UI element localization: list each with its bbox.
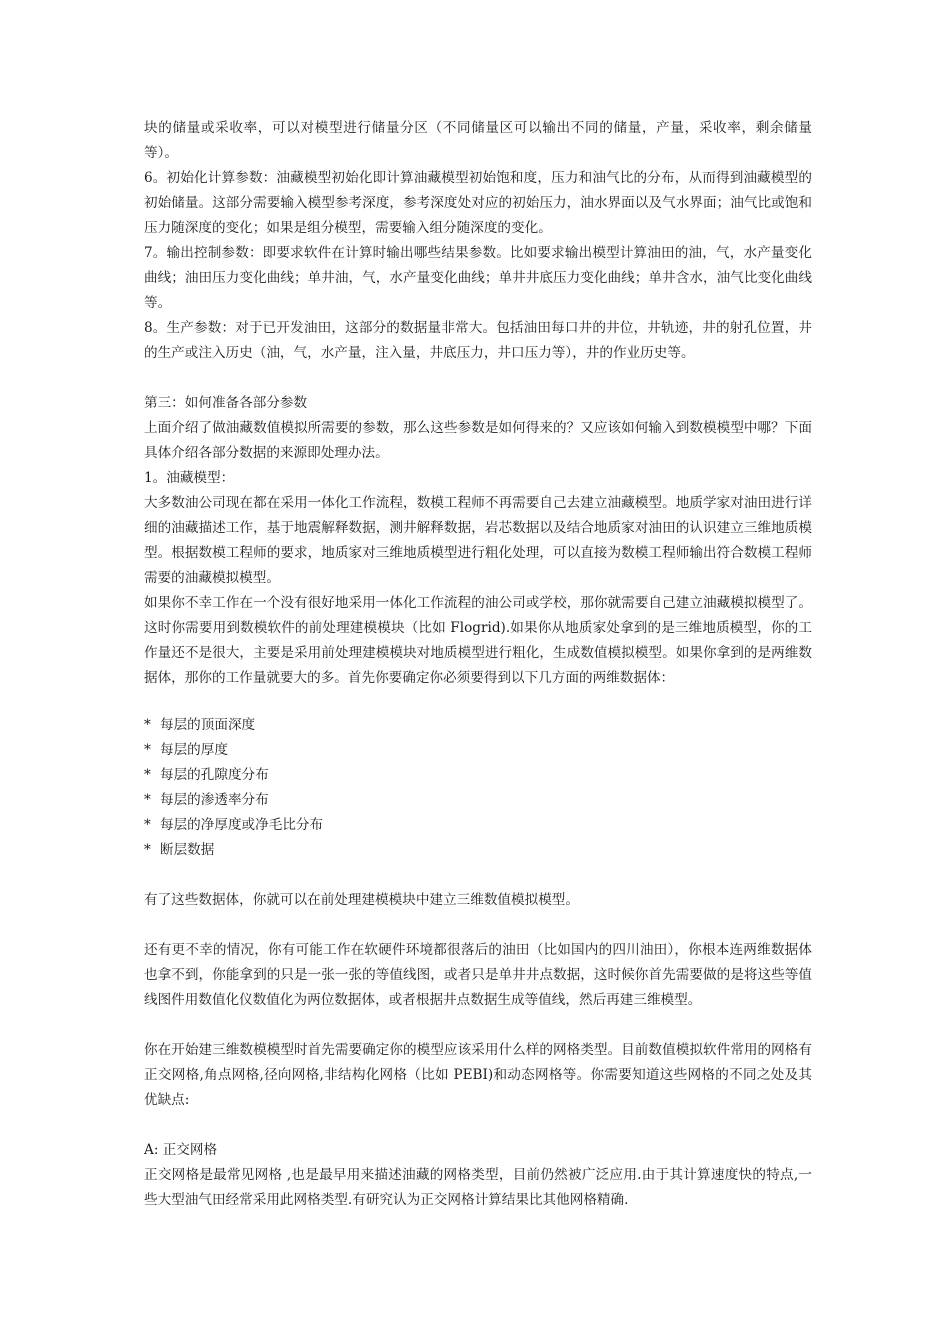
paragraph-6-initialization: 6。初始化计算参数：油藏模型初始化即计算油藏模型初始饱和度，压力和油气比的分布，从而得到油藏模型的初始储量。这部分需要输入模型参考深度，参考深度处对应的初始压力，油水界面以及气水界面；油气比或饱和压力随深度的变化；如果是组分模型，需要输入组分随深度的变化。 [144, 170, 812, 236]
bullet-list [144, 713, 812, 863]
list-item [144, 788, 812, 813]
section-3-title: 第三：如何准备各部分参数 [144, 395, 308, 411]
grid-a-paragraph: 正交网格是最常见网格 ,也是最早用来描述油藏的网格类型，目前仍然被广泛应用.由于其计算速度快的特点,一些大型油气田经常采用此网格类型.有研究认为正交网格计算结果比其他网格精确. [144, 1167, 812, 1208]
item-1-paragraph-2: 如果你不幸工作在一个没有很好地采用一体化工作流程的油公司或学校，那你就需要自己建立油藏模拟模型了。这时你需要用到数模软件的前处理建模模块（比如 Flogrid).如果你从地质家处拿到的是三维地质模型，你的工作量还不是很大，主要是采用前处理建模模块对地质模型进行粗化，生成数值模拟模型。如果你拿到的是两维数据体，那你的工作量就要大的多。首先你要确定你必须要得到以下几方面的两维数据体： [144, 595, 812, 686]
bullet-marker: * [144, 842, 151, 858]
list-item-text: 每层的渗透率分布 [160, 792, 269, 808]
item-1-title: 1。油藏模型： [144, 470, 235, 486]
bullet-marker: * [144, 717, 151, 733]
list-item-text: 每层的厚度 [160, 742, 228, 758]
bullet-marker: * [144, 742, 151, 758]
grid-a-title: A: 正交网格 [144, 1142, 218, 1158]
list-item [144, 763, 812, 788]
paragraph-intro-end: 块的储量或采收率，可以对模型进行储量分区（不同储量区可以输出不同的储量，产量，采收率，剩余储量等）。 [144, 120, 812, 161]
list-item [144, 713, 812, 738]
item-1-paragraph-1: 大多数油公司现在都在采用一体化工作流程，数模工程师不再需要自己去建立油藏模型。地质学家对油田进行详细的油藏描述工作，基于地震解释数据，测井解释数据，岩芯数据以及结合地质家对油田的认识建立三维地质模型。根据数模工程师的要求，地质家对三维地质模型进行粗化处理，可以直接为数模工程师输出符合数模工程师需要的油藏模拟模型。 [144, 495, 812, 586]
paragraph-after-bullets: 有了这些数据体，你就可以在前处理建模模块中建立三维数值模拟模型。 [144, 892, 579, 908]
list-item [144, 813, 812, 838]
section-3-intro: 上面介绍了做油藏数值模拟所需要的参数，那么这些参数是如何得来的？又应该如何输入到数模模型中哪？下面具体介绍各部分数据的来源即处理办法。 [144, 420, 812, 461]
list-item-text: 断层数据 [160, 842, 215, 858]
paragraph-8-production: 8。生产参数：对于已开发油田，这部分的数据量非常大。包括油田每口井的井位，井轨迹，井的射孔位置，井的生产或注入历史（油，气，水产量，注入量，井底压力，井口压力等），井的作业历史等。 [144, 320, 812, 361]
paragraph-7-output-control: 7。输出控制参数：即要求软件在计算时输出哪些结果参数。比如要求输出模型计算油田的油，气，水产量变化曲线；油田压力变化曲线；单井油，气，水产量变化曲线；单井井底压力变化曲线；单井含水，油气比变化曲线等。 [144, 245, 812, 311]
list-item [144, 738, 812, 763]
list-item-text: 每层的净厚度或净毛比分布 [160, 817, 324, 833]
bullet-marker: * [144, 792, 151, 808]
list-item [144, 838, 812, 863]
bullet-marker: * [144, 817, 151, 833]
paragraph-worse-situation: 还有更不幸的情况，你有可能工作在软硬件环境都很落后的油田（比如国内的四川油田），你根本连两维数据体也拿不到，你能拿到的只是一张一张的等值线图，或者只是单井井点数据，这时候你首先需要做的是将这些等值线图件用数值化仪数值化为两位数据体，或者根据井点数据生成等值线，然后再建三维模型。 [144, 942, 812, 1008]
list-item-text: 每层的孔隙度分布 [160, 767, 269, 783]
bullet-marker: * [144, 767, 151, 783]
list-item-text: 每层的顶面深度 [160, 717, 256, 733]
paragraph-grid-types: 你在开始建三维数模模型时首先需要确定你的模型应该采用什么样的网格类型。目前数值模拟软件常用的网格有正交网格,角点网格,径向网格,非结构化网格（比如 PEBI)和动态网格等。你需要知道这些网格的不同之处及其优缺点: [144, 1042, 812, 1108]
